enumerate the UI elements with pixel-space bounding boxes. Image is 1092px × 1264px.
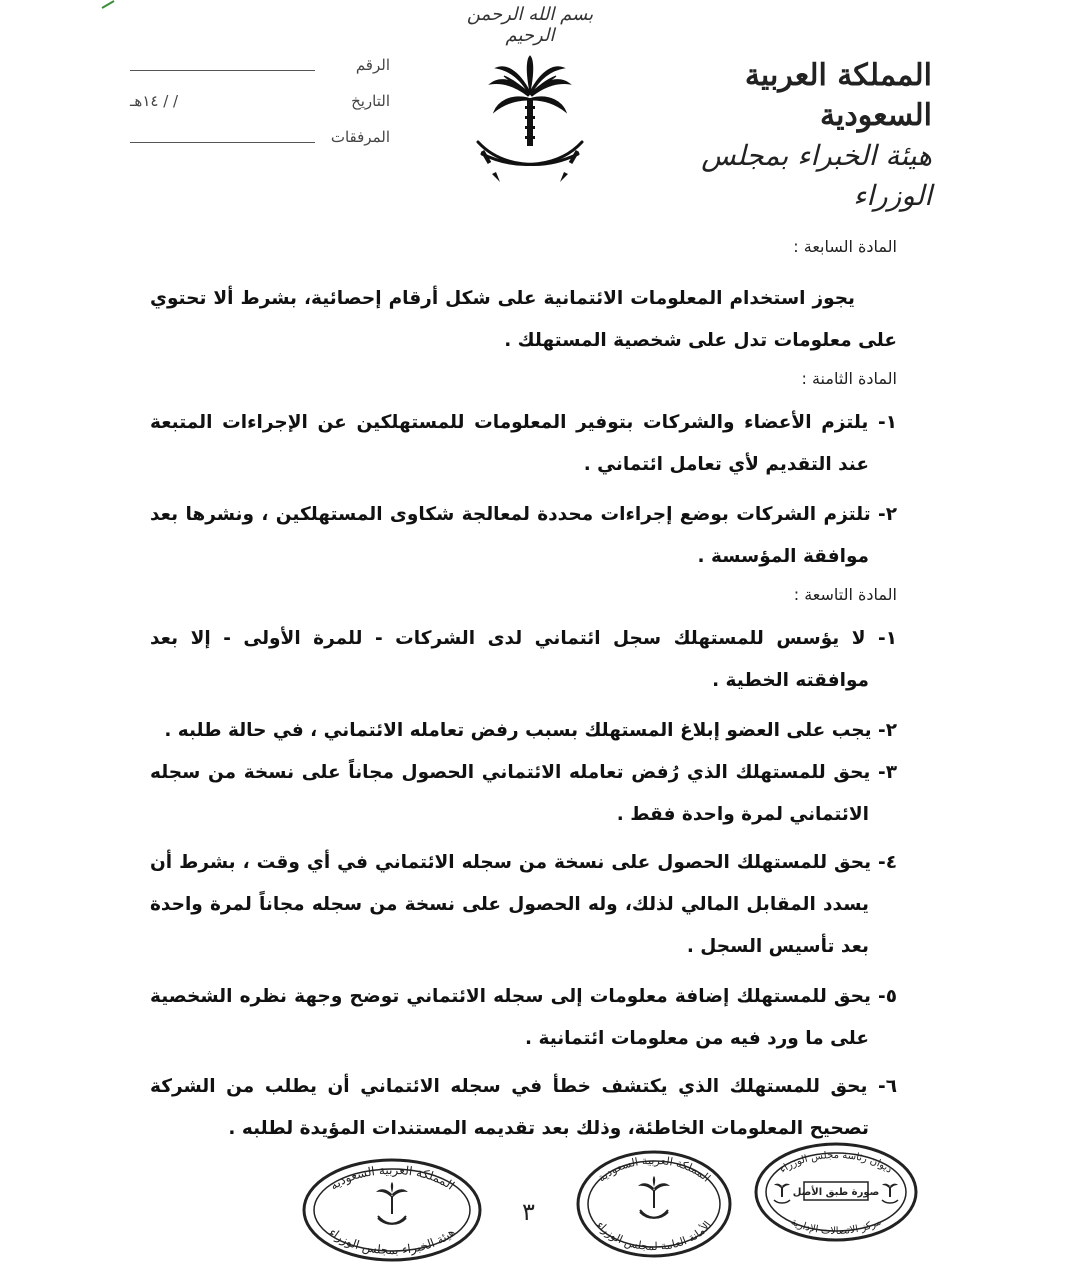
stamp-left-top-text: المملكة العربية السعودية — [327, 1162, 458, 1193]
stamp-middle-bottom-text: الأمانة العامة لمجلس الوزراء — [593, 1218, 715, 1254]
article-7-heading: المادة السابعة : — [793, 237, 897, 256]
stamp-right-bottom-text: مركز الاتصالات الإدارية — [788, 1216, 884, 1238]
article-8-item-2: ٢- تلتزم الشركات بوضع إجراءات محددة لمعالجة شكاوى المستهلكين ، ونشرها بعد موافقة المؤسسة . — [150, 504, 897, 567]
date-label: التاريخ — [351, 92, 390, 110]
article-9-item-2: ٢- يجب على العضو إبلاغ المستهلك بسبب رفض تعامله الائتماني ، في حالة طلبه . — [164, 720, 897, 741]
svg-text:مركز الاتصالات الإدارية — [789, 1216, 883, 1237]
reference-row — [120, 56, 390, 92]
article-9-heading: المادة التاسعة : — [793, 585, 897, 604]
experts-commission-stamp — [300, 1156, 484, 1264]
organization-header — [632, 56, 932, 216]
corner-mark-icon — [100, 0, 120, 10]
cabinet-presidency-certified-copy-stamp — [752, 1140, 920, 1244]
article-9-item-3: ٣- يحق للمستهلك الذي رُفض تعامله الائتماني الحصول مجاناً على نسخة من سجله الائتماني لمرة واحدة فقط . — [150, 762, 897, 825]
article-9-item-6: ٦- يحق للمستهلك الذي يكتشف خطأ في سجله الائتماني أن يطلب من الشركة تصحيح المعلومات الخاطئة، وذلك بعد تقديمه المستندات المؤيدة لطلبه . — [150, 1076, 897, 1139]
basmala: بسم الله الرحمن الرحيم — [466, 4, 594, 46]
reference-label: الرقم — [355, 56, 390, 74]
document-metadata — [120, 56, 390, 164]
stamp-middle-top-text: المملكة العربية السعودية — [595, 1153, 713, 1185]
stamp-left-bottom-text: هيئة الخبراء بمجلس الوزراء — [326, 1225, 458, 1258]
svg-text:ديوان رئاسة مجلس الوزراء — [778, 1150, 894, 1176]
reference-line — [130, 70, 315, 71]
attachments-label: المرفقات — [330, 128, 390, 146]
date-value: / / ١٤هـ — [130, 92, 179, 110]
palm-swords-emblem-icon — [470, 54, 590, 184]
article-9-item-4: ٤- يحق للمستهلك الحصول على نسخة من سجله الائتماني في أي وقت ، بشرط أن يسدد المقابل المالي لذلك، وله الحصول على نسخة من سجله مجاناً لمرة واحدة بعد تأسيس السجل . — [150, 852, 897, 957]
article-9-item-5: ٥- يحق للمستهلك إضافة معلومات إلى سجله الائتماني توضح وجهة نظره الشخصية على ما ورد فيه من معلومات ائتمانية . — [150, 986, 897, 1049]
page-number: ٣ — [522, 1198, 535, 1226]
article-8-heading: المادة الثامنة : — [801, 369, 897, 388]
article-7-paragraph: يجوز استخدام المعلومات الائتمانية على شكل أرقام إحصائية، بشرط ألا تحتوي على معلومات تدل على شخصية المستهلك . — [150, 288, 897, 351]
general-secretariat-stamp — [574, 1148, 734, 1260]
stamp-right-middle-text: صورة طبق الأصل — [792, 1187, 880, 1198]
org-name-line1: المملكة العربية السعودية — [744, 58, 932, 133]
article-8-item-1: ١- يلتزم الأعضاء والشركات بتوفير المعلومات للمستهلكين عن الإجراءات المتبعة عند التقديم لأي تعامل ائتماني . — [150, 412, 897, 475]
stamp-right-top-text: ديوان رئاسة مجلس الوزراء — [777, 1149, 895, 1176]
org-name-line2: هيئة الخبراء بمجلس الوزراء — [701, 139, 932, 212]
article-9-item-1: ١- لا يؤسس للمستهلك سجل ائتماني لدى الشركات - للمرة الأولى - إلا بعد موافقته الخطية . — [150, 628, 897, 691]
attachments-line — [130, 142, 315, 143]
date-row — [120, 92, 390, 128]
attachments-row — [120, 128, 390, 164]
